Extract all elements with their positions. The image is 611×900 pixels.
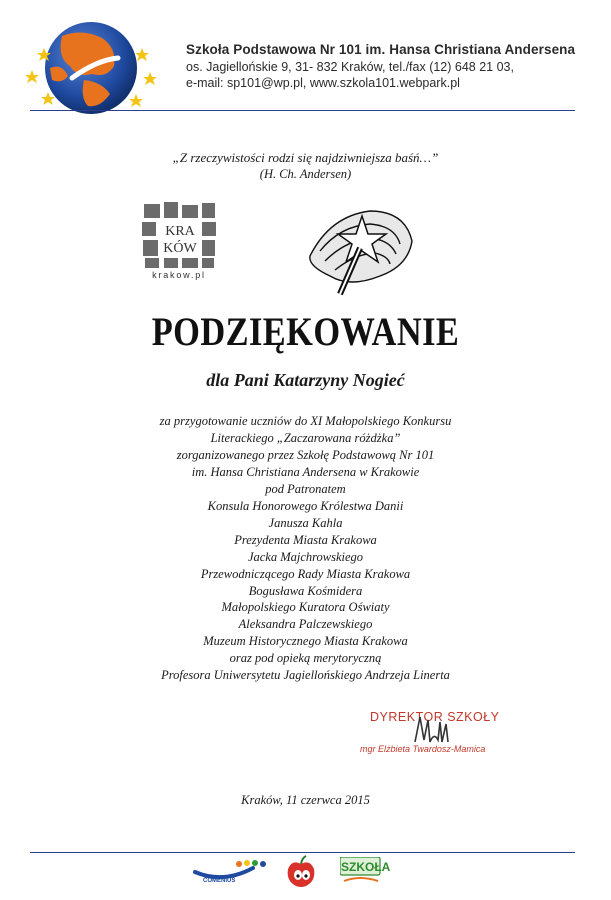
body-line: Bogusława Kośmidera bbox=[248, 583, 363, 598]
recipient-name: dla Pani Katarzyny Nogieć bbox=[206, 370, 405, 390]
body-line: Przewodniczącego Rady Miasta Krakowa bbox=[200, 566, 411, 581]
body-line: Aleksandra Palczewskiego bbox=[238, 617, 373, 632]
footer-divider bbox=[30, 852, 575, 853]
body-line: im. Hansa Christiana Andersena w Krakowie bbox=[191, 464, 420, 479]
body-line: Konsula Honorowego Królestwa Danii bbox=[207, 498, 404, 513]
school-contact: e-mail: sp101@wp.pl, www.szkola101.webpark.pl bbox=[186, 76, 460, 90]
quote-author: (H. Ch. Andersen) bbox=[259, 167, 352, 181]
school-globe-logo bbox=[22, 18, 160, 118]
body-line: oraz pod opieką merytoryczną bbox=[229, 651, 382, 666]
szkola-label: SZKOŁA bbox=[341, 860, 391, 874]
quote-text: „Z rzeczywistości rodzi się najdziwniejsza baśń…” bbox=[172, 150, 439, 165]
body-line: Małopolskiego Kuratora Oświaty bbox=[221, 600, 390, 615]
body-line: Janusza Kahla bbox=[268, 515, 343, 530]
krakow-logo-text-1: KRA bbox=[165, 224, 195, 239]
body-line: Profesora Uniwersytetu Jagiellońskiego Andrzeja Linerta bbox=[161, 668, 450, 683]
krakow-url: krakow.pl bbox=[152, 270, 206, 280]
document-title: PODZIĘKOWANIE bbox=[151, 309, 460, 354]
body-line: za przygotowanie uczniów do XI Małopolskiego Konkursu bbox=[159, 414, 452, 428]
body-line: Prezydenta Miasta Krakowa bbox=[234, 532, 377, 547]
place-and-date: Kraków, 11 czerwca 2015 bbox=[241, 793, 370, 807]
director-title: DYREKTOR SZKOŁY bbox=[370, 710, 500, 724]
school-name: Szkoła Podstawowa Nr 101 im. Hansa Christiana Andersena bbox=[186, 42, 576, 57]
header-divider bbox=[30, 110, 575, 111]
body-line: Jacka Majchrowskiego bbox=[247, 549, 364, 564]
body-line: pod Patronatem bbox=[265, 481, 346, 496]
director-name: mgr Elżbieta Twardosz-Mamica bbox=[360, 744, 486, 754]
body-line: Muzeum Historycznego Miasta Krakowa bbox=[203, 634, 408, 649]
comenius-label: COMENIUS bbox=[203, 878, 236, 884]
apple-logo bbox=[284, 855, 318, 889]
krakow-logo-text-2: KÓW bbox=[163, 241, 197, 256]
body-line: Literackiego „Zaczarowana różdżka” bbox=[210, 430, 401, 445]
body-line: zorganizowanego przez Szkołę Podstawową Nr 101 bbox=[176, 447, 435, 462]
acknowledgement-body bbox=[0, 413, 611, 684]
school-address: os. Jagiellońskie 9, 31- 832 Kraków, tel./fax (12) 648 21 03, bbox=[186, 60, 514, 74]
magic-wand-illustration bbox=[300, 196, 420, 296]
